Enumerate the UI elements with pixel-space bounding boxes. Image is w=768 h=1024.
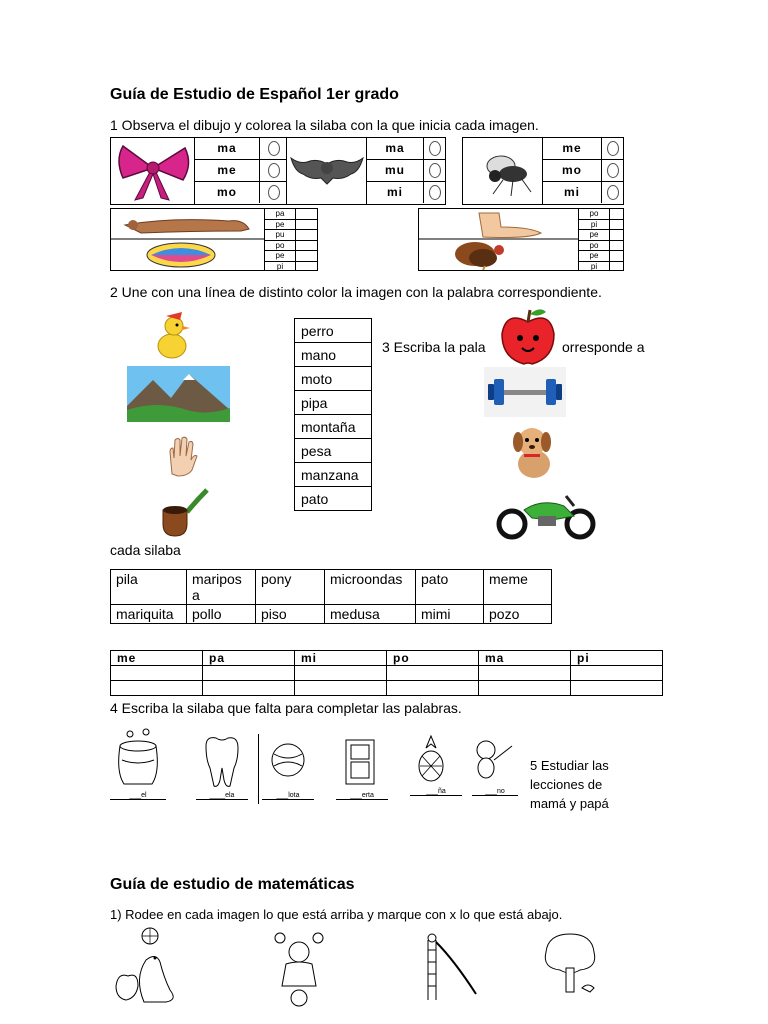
motorcycle-icon: [494, 486, 598, 540]
fly-icon: [463, 138, 543, 204]
color-circle[interactable]: [268, 141, 280, 156]
color-circle[interactable]: [268, 163, 280, 178]
door-icon: [344, 738, 376, 786]
fill-word-ending: erta: [361, 792, 374, 799]
question-5-line: mamá y papá: [530, 796, 609, 811]
fly-image: [462, 137, 544, 205]
apple-icon: [496, 306, 560, 366]
word-list: [294, 318, 372, 511]
clown-juggling-icon: [268, 928, 330, 1008]
word: manzana: [295, 463, 372, 487]
turkey-icon: [447, 240, 527, 270]
duck-icon: [152, 306, 192, 362]
color-circle[interactable]: [607, 141, 619, 156]
fill-word[interactable]: ___ña: [410, 788, 462, 796]
color-circle[interactable]: [607, 163, 619, 178]
answer-cell[interactable]: [295, 666, 387, 681]
word-row: [295, 439, 372, 463]
syllable-set-bow: [194, 137, 288, 205]
word: mano: [295, 343, 372, 367]
color-circle[interactable]: [429, 141, 441, 156]
table-cell: mariquita: [111, 605, 187, 624]
answer-cell[interactable]: [111, 666, 203, 681]
answer-cell[interactable]: [479, 666, 571, 681]
word: perro: [295, 319, 372, 343]
dog-ball-image: [110, 208, 266, 271]
syllable: ma: [195, 138, 260, 159]
bat-icon: [287, 138, 367, 204]
table-cell: piso: [256, 605, 325, 624]
word-row: [295, 343, 372, 367]
foot-turkey-image: [418, 208, 580, 271]
bow-image: [110, 137, 196, 205]
dog-icon: [500, 420, 562, 484]
hand-icon: [164, 434, 198, 478]
column-header: me: [111, 651, 203, 666]
table-cell: medusa: [325, 605, 416, 624]
syllable-set-fly: [542, 137, 624, 205]
word: pipa: [295, 391, 372, 415]
question-5-line: lecciones de: [530, 777, 603, 792]
answer-row: [111, 666, 663, 681]
slide-icon: [414, 930, 480, 1002]
question-3-end: orresponde a: [562, 339, 645, 355]
word: montaña: [295, 415, 372, 439]
syllable: mu: [367, 160, 424, 181]
syllable: me: [543, 138, 602, 159]
table-cell: mimi: [416, 605, 484, 624]
math-title: Guía de estudio de matemáticas: [110, 876, 355, 893]
fill-word[interactable]: ___erta: [336, 792, 388, 800]
question-3-start: 3 Escriba la pala: [382, 339, 486, 355]
table-cell: pollo: [187, 605, 256, 624]
syllable-set-dog-ball: [264, 208, 318, 271]
answer-cell[interactable]: [571, 681, 663, 696]
fill-word[interactable]: ___lota: [262, 792, 314, 800]
bat-image: [286, 137, 368, 205]
divider: [258, 734, 259, 804]
table-header-row: [111, 651, 663, 666]
fill-word[interactable]: ___el: [110, 792, 166, 800]
math-question-1: 1) Rodee en cada imagen lo que está arriba y marque con x lo que está abajo.: [110, 907, 563, 922]
table-cell: pozo: [484, 605, 552, 624]
table-cell: microondas: [325, 570, 416, 605]
syllable-answer-table: [110, 650, 663, 696]
column-header: pa: [203, 651, 295, 666]
color-circle[interactable]: [429, 185, 441, 200]
syllable: pe: [579, 251, 610, 261]
syllable: po: [579, 241, 610, 251]
syllable: po: [265, 241, 296, 251]
syllable-words-table: [110, 569, 552, 624]
fill-word-ending: lota: [288, 792, 300, 799]
color-circle[interactable]: [607, 185, 619, 200]
answer-cell[interactable]: [571, 666, 663, 681]
spanish-title: Guía de Estudio de Español 1er grado: [110, 86, 399, 103]
answer-row: [111, 681, 663, 696]
syllable: me: [195, 160, 260, 181]
table-cell: pato: [416, 570, 484, 605]
fill-word-ending: el: [141, 792, 147, 799]
answer-cell[interactable]: [203, 666, 295, 681]
syllable: pi: [265, 262, 296, 272]
syllable: pu: [265, 230, 296, 240]
fill-word-ending: no: [496, 788, 505, 795]
word: pato: [295, 487, 372, 511]
ball-icon: [141, 239, 221, 271]
fill-word[interactable]: ____ela: [196, 792, 248, 800]
column-header: pi: [571, 651, 663, 666]
pineapple-icon: [414, 734, 448, 782]
ball-icon: [268, 740, 308, 780]
fill-word-ending: ña: [437, 788, 446, 795]
word-row: [295, 391, 372, 415]
question-5-line: 5 Estudiar las: [530, 758, 609, 773]
color-circle[interactable]: [268, 185, 280, 200]
syllable: pe: [265, 220, 296, 230]
syllable: mo: [543, 160, 602, 181]
table-cell: maripos a: [187, 570, 256, 605]
syllable: mo: [195, 182, 260, 203]
tooth-icon: [200, 736, 244, 788]
question-4: 4 Escriba la silaba que falta para completar las palabras.: [110, 700, 462, 716]
question-2: 2 Une con una línea de distinto color la imagen con la palabra correspondiente.: [110, 284, 602, 300]
column-header: mi: [295, 651, 387, 666]
column-header: po: [387, 651, 479, 666]
syllable: pe: [579, 230, 610, 240]
column-header: ma: [479, 651, 571, 666]
word-row: [295, 319, 372, 343]
question-1: 1 Observa el dibujo y colorea la silaba con la que inicia cada imagen.: [110, 117, 539, 133]
syllable: pi: [579, 262, 610, 272]
tree-bird-icon: [538, 930, 602, 996]
question-5: [530, 756, 609, 813]
fill-word[interactable]: ___no: [472, 788, 518, 796]
answer-cell[interactable]: [387, 681, 479, 696]
answer-cell[interactable]: [479, 681, 571, 696]
syllable: pe: [265, 251, 296, 261]
word: moto: [295, 367, 372, 391]
syllable-set-bat: [366, 137, 446, 205]
syllable: po: [579, 209, 610, 219]
color-circle[interactable]: [429, 163, 441, 178]
word-row: [295, 415, 372, 439]
pipe-icon: [157, 486, 211, 538]
answer-cell[interactable]: [203, 681, 295, 696]
question-3-continued: cada silaba: [110, 542, 181, 558]
answer-cell[interactable]: [111, 681, 203, 696]
table-cell: meme: [484, 570, 552, 605]
syllable: mi: [367, 182, 424, 203]
table-cell: pony: [256, 570, 325, 605]
monkey-icon: [468, 738, 516, 782]
seal-ball-icon: [110, 926, 186, 1006]
fill-word-ending: ela: [225, 792, 235, 799]
word-row: [295, 367, 372, 391]
table-row: [111, 605, 552, 624]
answer-cell[interactable]: [387, 666, 479, 681]
word-row: [295, 487, 372, 511]
syllable: mi: [543, 182, 602, 203]
table-row: [111, 570, 552, 605]
table-cell: pila: [111, 570, 187, 605]
dumbbell-icon: [484, 367, 566, 417]
mountain-icon: [127, 366, 230, 422]
syllable: pa: [265, 209, 296, 219]
word-row: [295, 463, 372, 487]
syllable-set-foot-turkey: [578, 208, 624, 271]
syllable: pi: [579, 220, 610, 230]
answer-cell[interactable]: [295, 681, 387, 696]
word: pesa: [295, 439, 372, 463]
honey-pot-icon: [110, 726, 166, 790]
syllable: ma: [367, 138, 424, 159]
bow-icon: [111, 138, 195, 204]
